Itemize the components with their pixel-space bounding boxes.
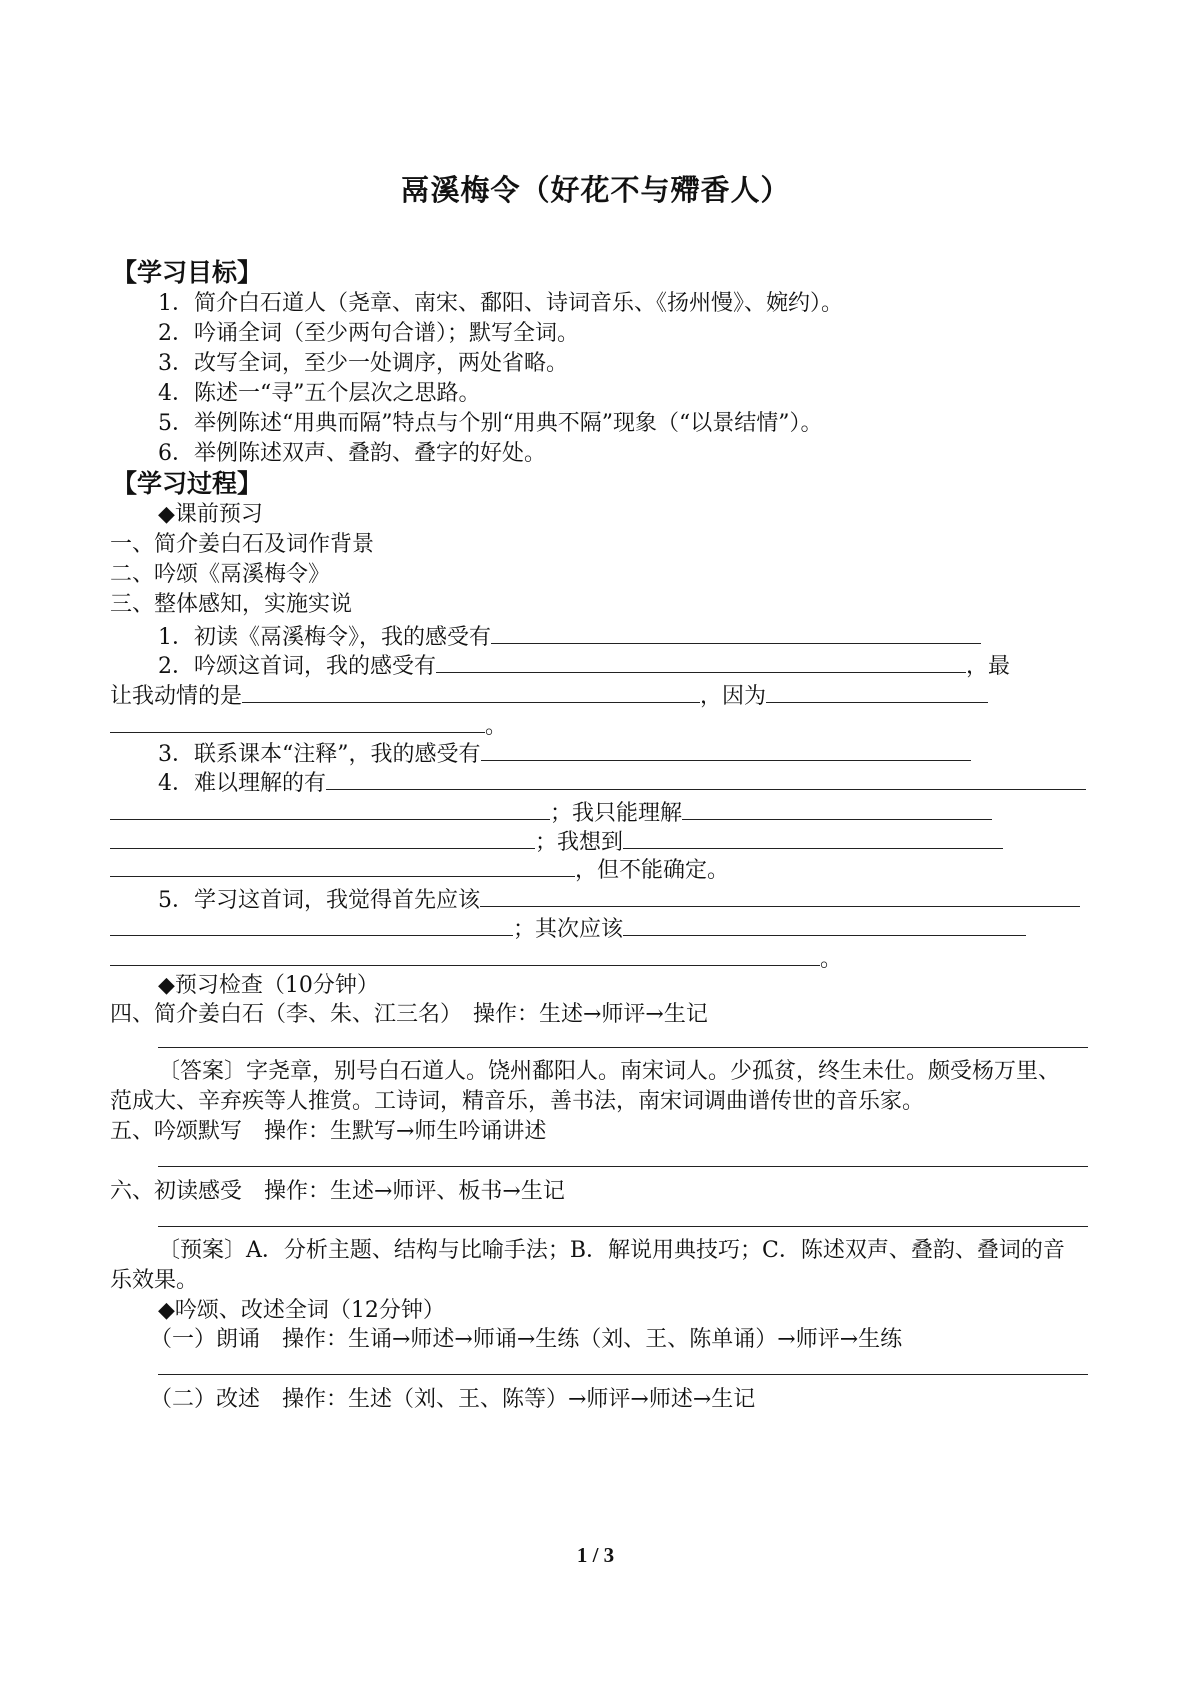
preview-label: ◆课前预习 (158, 502, 263, 527)
section-heading: 二、吟颂《鬲溪梅令》 (110, 562, 331, 587)
answer-blank[interactable] (326, 765, 1086, 790)
answer-blank[interactable] (623, 824, 1003, 849)
answer-blank[interactable] (480, 882, 1080, 907)
subsection: （二）改述 操作：生述（刘、王、陈等）→师评→师述→生记 (150, 1387, 756, 1412)
note-line[interactable] (158, 1047, 1088, 1048)
answer-blank[interactable] (110, 795, 550, 820)
question-text: ；我只能理解 (550, 801, 683, 826)
question-4 (158, 765, 1138, 797)
section-heading: 五、吟颂默写 操作：生默写→师生吟诵讲述 (110, 1119, 547, 1144)
question-text: 让我动情的是 (110, 684, 243, 709)
answer-blank[interactable] (766, 678, 988, 703)
question-4-end (110, 852, 1090, 884)
goal-item: 5．举例陈述“用典而隔”特点与个别“用典不隔”现象（“以景结情”）。 (158, 411, 823, 436)
question-5-end (110, 941, 1090, 973)
answer-blank[interactable] (481, 736, 971, 761)
recite-label: ◆吟颂、改述全词（12分钟） (158, 1298, 445, 1323)
section-heading: 六、初读感受 操作：生述→师评、板书→生记 (110, 1179, 565, 1204)
question-text: 5．学习这首词，我觉得首先应该 (158, 888, 480, 913)
answer-blank[interactable] (242, 678, 700, 703)
question-text: 1．初读《鬲溪梅令》，我的感受有 (158, 625, 491, 650)
question-5-cont (110, 911, 1090, 943)
note-line[interactable] (158, 1374, 1088, 1375)
answer-blank[interactable] (110, 852, 575, 877)
note-line[interactable] (158, 1166, 1088, 1167)
goal-item: 2．吟诵全词（至少两句合谱）；默写全词。 (158, 321, 579, 346)
question-text: ；其次应该 (513, 917, 624, 942)
page-title: 鬲溪梅令（好花不与殢香人） (400, 173, 791, 207)
question-text: 。 (485, 714, 508, 739)
answer-blank[interactable] (110, 824, 535, 849)
question-5 (158, 882, 1138, 914)
answer-blank[interactable] (436, 648, 966, 673)
answer-blank[interactable] (682, 795, 992, 820)
plan-text: 乐效果。 (110, 1268, 199, 1293)
question-text: 3．联系课本“注释”，我的感受有 (158, 742, 481, 767)
answer-blank[interactable] (110, 708, 485, 733)
question-text: 4．难以理解的有 (158, 771, 326, 796)
question-text: ；我想到 (535, 830, 624, 855)
question-text: ，但不能确定。 (575, 858, 730, 883)
plan-text: 〔预案〕A．分析主题、结构与比喻手法；B．解说用典技巧；C．陈述双声、叠韵、叠词的音 (158, 1238, 1065, 1263)
note-line[interactable] (158, 1226, 1088, 1227)
answer-blank[interactable] (491, 619, 981, 644)
question-text: ，最 (966, 654, 1011, 679)
question-text: 2．吟颂这首词，我的感受有 (158, 654, 436, 679)
question-2 (158, 648, 1088, 680)
goal-item: 4．陈述一“寻”五个层次之思路。 (158, 381, 481, 406)
answer-text: 范成大、辛弃疾等人推赏。工诗词，精音乐，善书法，南宋词调曲谱传世的音乐家。 (110, 1089, 925, 1114)
goal-item: 1．简介白石道人（尧章、南宋、鄱阳、诗词音乐、《扬州慢》、婉约）。 (158, 291, 843, 316)
page-number: 1 / 3 (576, 1543, 615, 1567)
question-3 (158, 736, 1138, 768)
goal-item: 3．改写全词，至少一处调序，两处省略。 (158, 351, 568, 376)
question-text: ，因为 (700, 684, 767, 709)
check-label: ◆预习检查（10分钟） (158, 973, 379, 998)
section-heading: 一、简介姜白石及词作背景 (110, 532, 375, 557)
answer-blank[interactable] (623, 911, 1026, 936)
answer-blank[interactable] (110, 941, 820, 966)
question-2-cont (110, 678, 1090, 710)
answer-blank[interactable] (110, 911, 513, 936)
section-heading: 三、整体感知，实施实说 (110, 592, 353, 617)
question-1 (158, 619, 1138, 651)
goals-header: 【学习目标】 (112, 258, 263, 287)
answer-text: 〔答案〕字尧章，别号白石道人。饶州鄱阳人。南宋词人。少孤贫，终生未仕。颇受杨万里、 (158, 1059, 1061, 1084)
process-header: 【学习过程】 (112, 469, 263, 498)
question-4-cont (110, 795, 1090, 827)
subsection: （一）朗诵 操作：生诵→师述→师诵→生练（刘、王、陈单诵）→师评→生练 (150, 1327, 903, 1352)
section-heading: 四、简介姜白石（李、朱、江三名） 操作：生述→师评→生记 (110, 1002, 708, 1027)
question-text: 。 (820, 947, 843, 972)
goal-item: 6．举例陈述双声、叠韵、叠字的好处。 (158, 441, 546, 466)
